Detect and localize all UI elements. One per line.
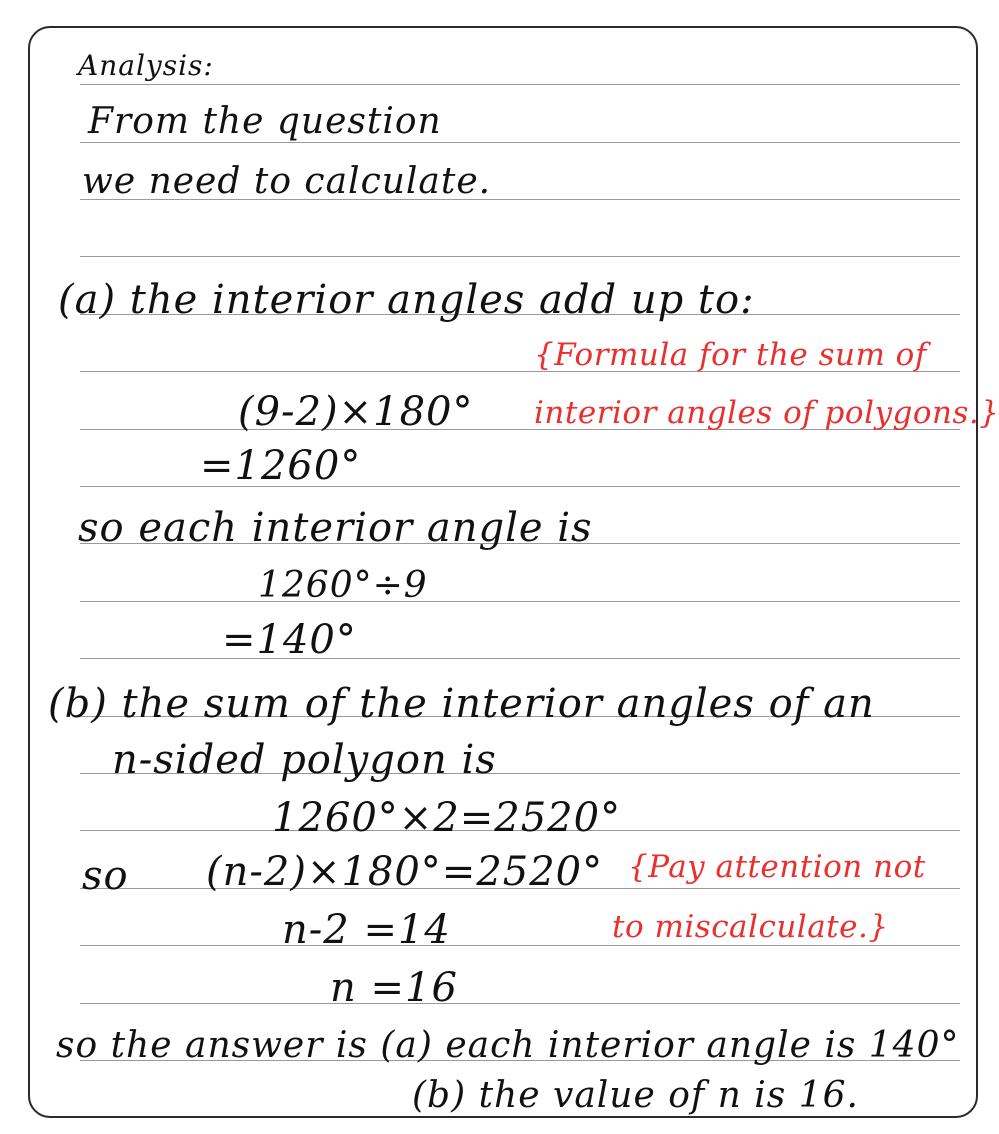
part-a-calc-4: =140°	[222, 617, 357, 663]
part-b-statement-2: n-sided polygon is	[112, 737, 497, 783]
intro-line-2: we need to calculate.	[82, 161, 492, 202]
ruled-line	[80, 601, 960, 602]
ruled-line	[80, 658, 960, 659]
intro-line-1: From the question	[88, 101, 442, 142]
part-b-calc-3: n-2 =14	[282, 907, 451, 953]
ruled-line	[80, 84, 960, 85]
part-a-step: so each interior angle is	[78, 505, 593, 551]
part-a-calc-3: 1260°÷9	[258, 565, 428, 606]
heading-analysis: Analysis:	[78, 49, 214, 82]
ruled-line	[80, 1003, 960, 1004]
part-b-calc-1: 1260°×2=2520°	[272, 795, 622, 841]
ruled-line	[80, 945, 960, 946]
attention-note-line-2: to miscalculate.}	[612, 909, 889, 945]
conclusion-line-1: so the answer is (a) each interior angle is 140°	[56, 1025, 960, 1066]
part-b-calc-2: (n-2)×180°=2520°	[206, 849, 604, 895]
part-a-calc-2: =1260°	[200, 443, 362, 489]
ruled-line	[80, 256, 960, 257]
part-b-statement-1: (b) the sum of the interior angles of an	[48, 681, 875, 727]
conclusion-line-2: (b) the value of n is 16.	[412, 1075, 859, 1116]
ruled-line	[80, 142, 960, 143]
part-a-statement: (a) the interior angles add up to:	[58, 277, 755, 323]
formula-note-line-2: interior angles of polygons.}	[534, 395, 999, 431]
part-b-so: so	[82, 853, 129, 899]
part-a-calc-1: (9-2)×180°	[238, 389, 474, 435]
part-b-calc-4: n =16	[330, 965, 458, 1011]
formula-note-line-1: {Formula for the sum of	[534, 337, 927, 373]
attention-note-line-1: {Pay attention not	[628, 849, 926, 885]
